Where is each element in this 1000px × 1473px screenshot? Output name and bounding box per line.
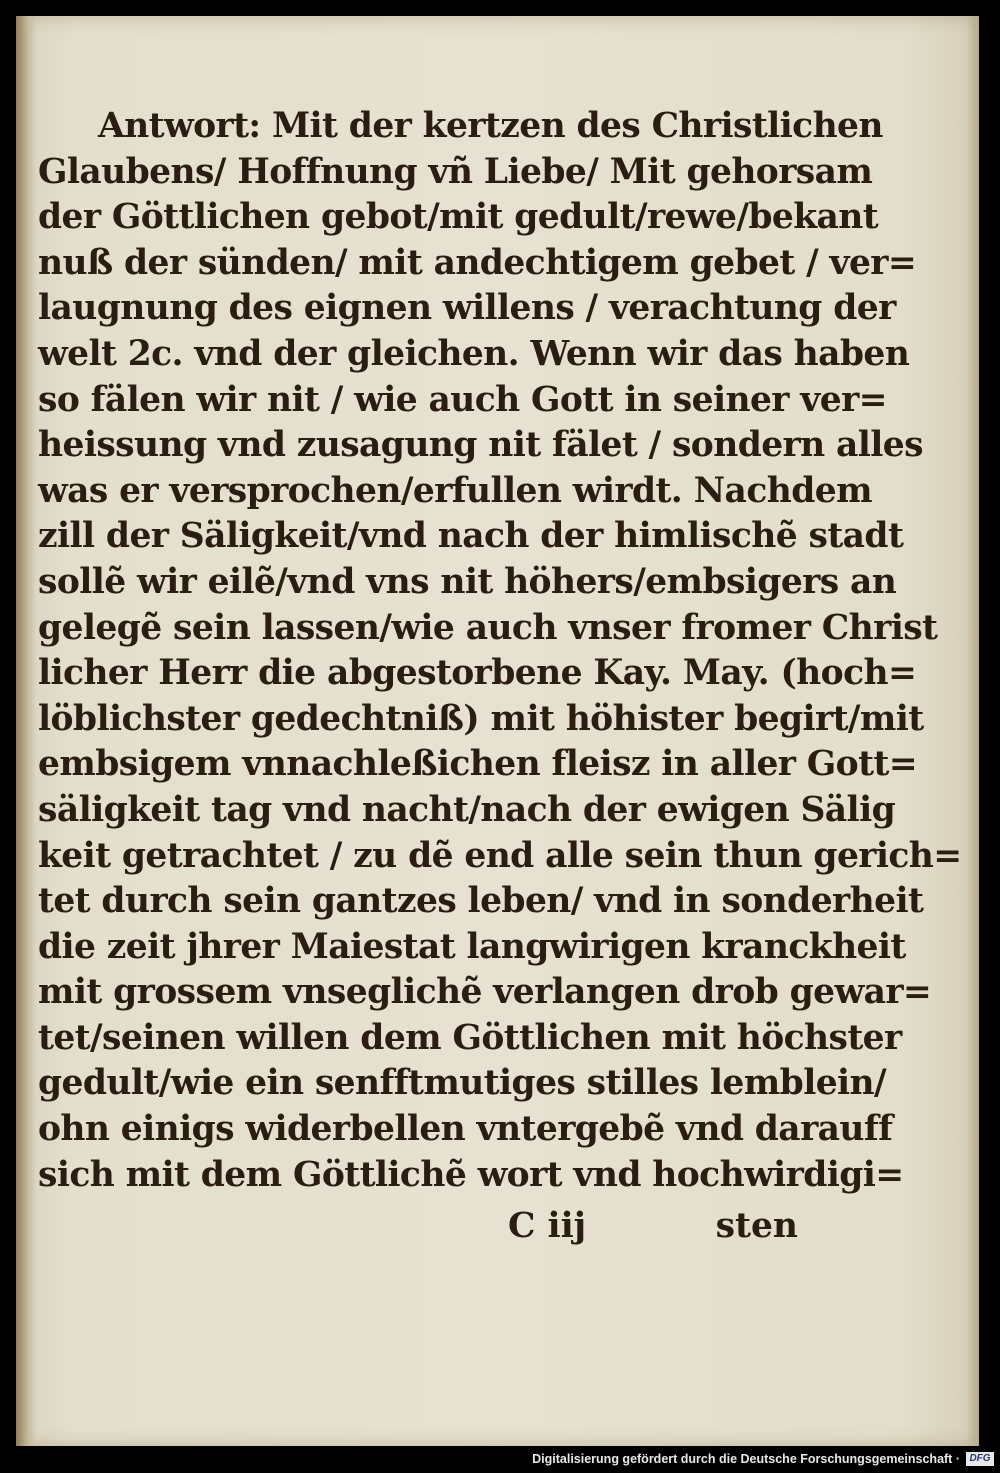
text-line: sich mit dem Göttlichẽ wort vnd hochwirdigi= (38, 1154, 904, 1195)
book-page (16, 16, 979, 1446)
text-line: tet/seinen willen dem Göttlichen mit höchster (38, 1017, 902, 1058)
signature-mark: C iij (508, 1206, 587, 1246)
text-line: mit grossem vnseglichẽ verlangen drob gewar= (38, 972, 932, 1013)
page-gutter (16, 16, 36, 1446)
page-edge (967, 16, 979, 1446)
text-line: zill der Säligkeit/vnd nach der himlischẽ stadt (38, 516, 904, 557)
text-line: embsigem vnnachleßichen fleisz in aller Gott= (38, 744, 918, 785)
credit-bar (0, 1446, 1000, 1473)
catchword: sten (715, 1206, 798, 1246)
text-line: welt 2c. vnd der gleichen. Wenn wir das haben (38, 333, 910, 374)
funding-credit: Digitalisierung gefördert durch die Deutsche Forschungsgemeinschaft · (532, 1452, 960, 1466)
text-line: heissung vnd zusagung nit fälet / sondern alles (38, 425, 923, 466)
text-line: nuß der sünden/ mit andechtigem gebet / ver= (38, 242, 917, 283)
dfg-logo-icon: DFG (966, 1452, 994, 1466)
text-line: die zeit jhrer Maiestat langwirigen kranckheit (38, 926, 906, 967)
text-line: der Göttlichen gebot/mit gedult/rewe/bekant (38, 197, 879, 238)
text-line: licher Herr die abgestorbene Kay. May. (hoch= (38, 653, 917, 694)
text-line: säligkeit tag vnd nacht/nach der ewigen Sälig (38, 789, 896, 830)
text-line: löblichster gedechtniß) mit höhister begirt/mit (38, 698, 924, 739)
text-line: tet durch sein gantzes leben/ vnd in sonderheit (38, 881, 924, 922)
text-line: sollẽ wir eilẽ/vnd vns nit höhers/embsigers an (38, 561, 897, 602)
text-line: so fälen wir nit / wie auch Gott in seiner ver= (38, 379, 887, 420)
text-line: Glaubens/ Hoffnung vñ Liebe/ Mit gehorsam (38, 151, 873, 192)
text-line: laugnung des eignen willens / verachtung der (38, 288, 896, 329)
text-line: Antwort: Mit der kertzen des Christlichen (98, 106, 883, 146)
text-line: gelegẽ sein lassen/wie auch vnser fromer Christ (38, 607, 938, 648)
text-block (38, 104, 962, 1198)
text-line: ohn einigs widerbellen vntergebẽ vnd darauff (38, 1109, 893, 1150)
text-line: was er versprochen/erfullen wirdt. Nachdem (38, 470, 872, 511)
text-line: gedult/wie ein senfftmutiges stilles lemblein/ (38, 1063, 887, 1104)
text-line: keit getrachtet / zu dẽ end alle sein thun gerich= (38, 835, 962, 876)
page-footer (38, 1206, 798, 1252)
